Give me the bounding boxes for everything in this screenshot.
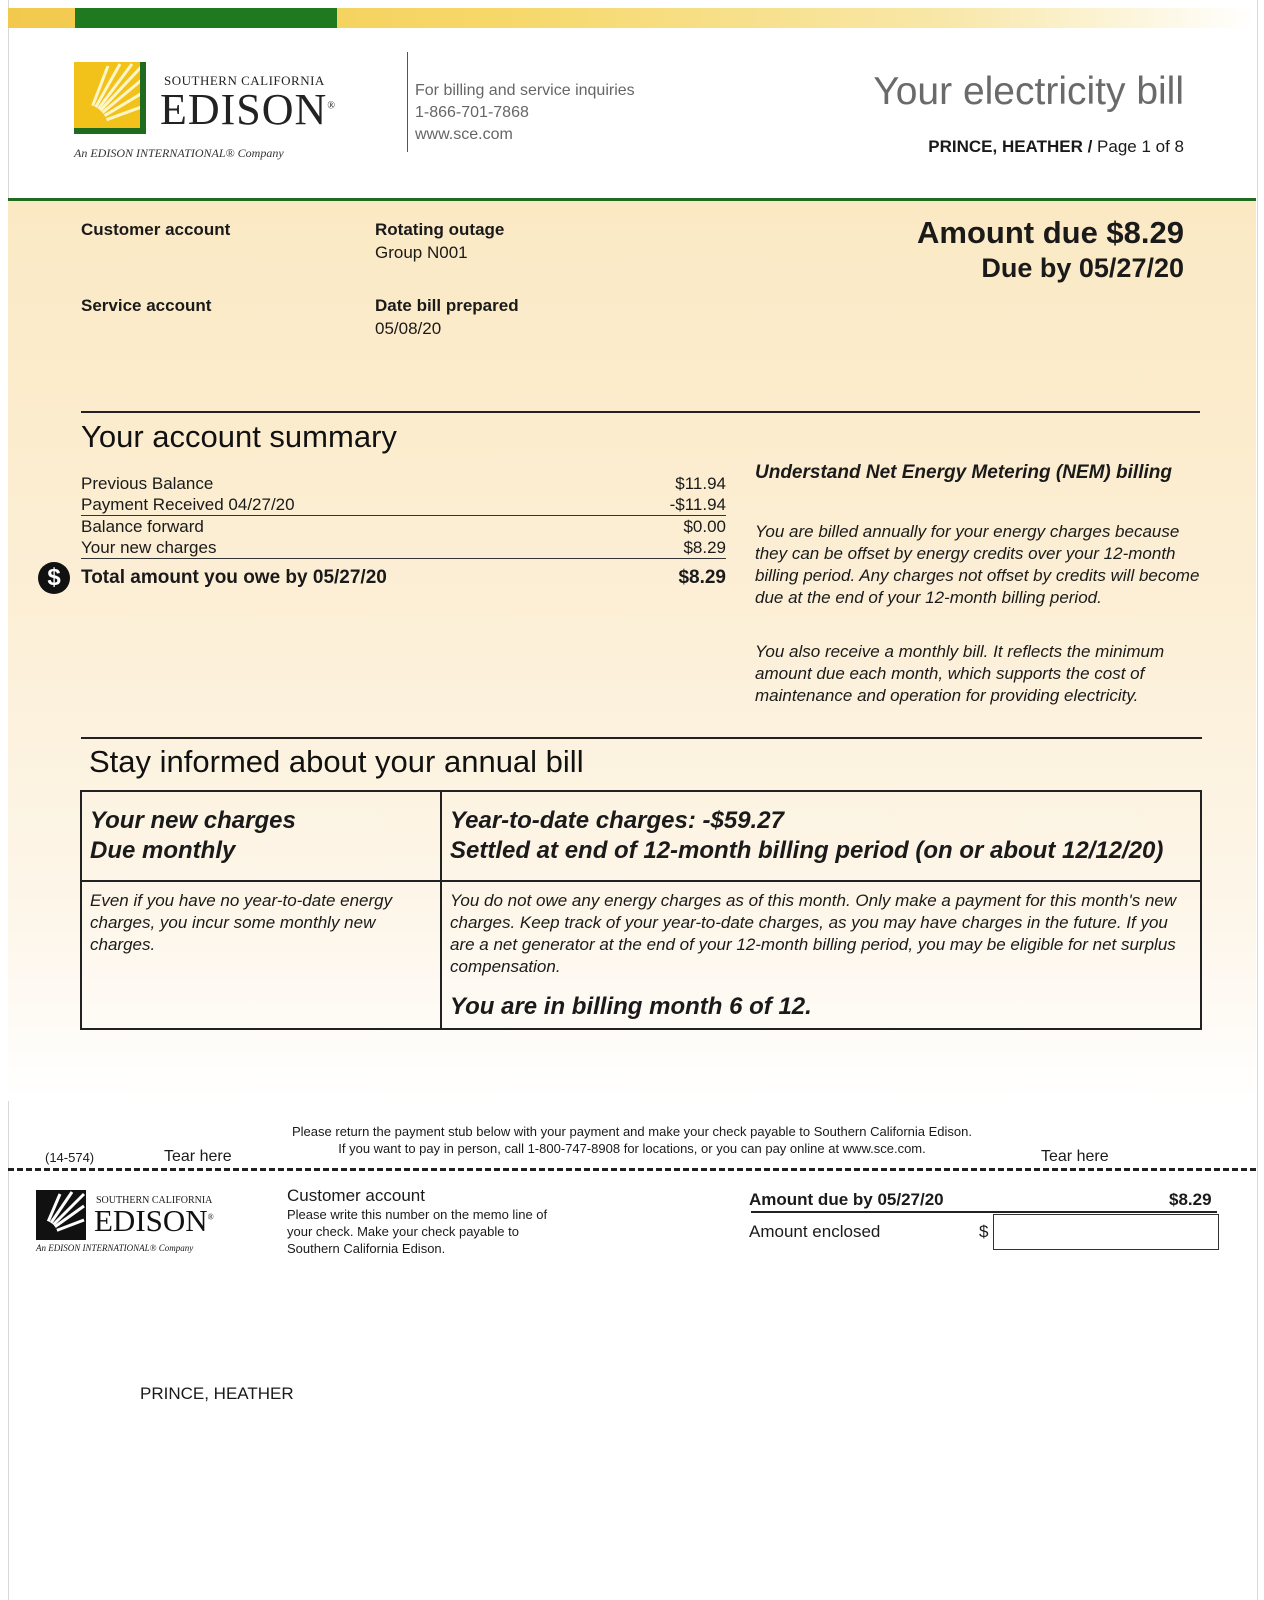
summary-row-new-charges: [81, 538, 726, 558]
annual-left-header-line2: Due monthly: [90, 837, 236, 864]
annual-right-body-text: You do not owe any energy charges as of this month. Only make a payment for this month's new charges. Keep track of your year-to-date charges, as you may have charges in the future. If you are a net generator at the end of your 12-month billing period, you may be eligible for net surplus compensation.: [450, 891, 1177, 976]
page-info: Page 1 of 8: [1097, 137, 1184, 156]
stub-instructions-2: If you want to pay in person, call 1-800-747-8908 for locations, or you can pay online at www.sce.com.: [338, 1141, 926, 1156]
stub-amount-rule: [751, 1211, 1217, 1213]
amount-enclosed-field[interactable]: [993, 1214, 1219, 1250]
tear-here-right: Tear here: [1041, 1148, 1109, 1165]
date-prepared-label: Date bill prepared: [375, 296, 519, 315]
annual-left-body: Even if you have no year-to-date energy charges, you incur some monthly new charges.: [81, 881, 441, 1029]
annual-bill-title: Stay informed about your annual bill: [89, 744, 584, 779]
annual-bill-table: [80, 790, 1202, 1030]
bill-title: Your electricity bill: [873, 70, 1184, 113]
stub-logo-southern-california: SOUTHERN CALIFORNIA: [96, 1195, 213, 1206]
summary-row-balance-forward: [81, 517, 726, 537]
logo-edison-wordmark: [160, 84, 336, 135]
customer-account-label: Customer account: [81, 220, 231, 239]
form-code: (14-574): [45, 1150, 95, 1165]
summary-row-label: Your new charges: [81, 538, 217, 557]
summary-row-label: Previous Balance: [81, 474, 214, 493]
page-separator: /: [1082, 137, 1098, 156]
inquiries-label: For billing and service inquiries: [415, 82, 635, 99]
stub-memo-note: Please write this number on the memo line of your check. Make your check payable to Southern California Edison.: [287, 1207, 548, 1256]
amount-enclosed-label: Amount enclosed: [749, 1222, 881, 1241]
stub-logo-subtitle: An EDISON INTERNATIONAL® Company: [36, 1243, 194, 1253]
summary-row-payment-received: [81, 495, 726, 515]
annual-left-header: [81, 791, 441, 881]
header-divider: [407, 52, 408, 152]
annual-left-header-line1: Your new charges: [90, 807, 296, 834]
summary-row-amount: $11.94: [675, 474, 726, 493]
registered-mark: ®: [327, 100, 336, 112]
annual-right-body: [441, 881, 1201, 1029]
annual-top-rule: [81, 737, 1202, 739]
inquiries-website[interactable]: www.sce.com: [415, 126, 513, 143]
summary-total-label: Total amount you owe by 05/27/20: [81, 567, 387, 588]
stub-amount-due-value: $8.29: [1169, 1190, 1212, 1209]
logo-subtitle: An EDISON INTERNATIONAL® Company: [74, 146, 284, 160]
account-summary-title: Your account summary: [81, 419, 397, 454]
tear-here-left: Tear here: [164, 1148, 232, 1165]
top-green-band: [75, 8, 337, 28]
nem-paragraph-1: You are billed annually for your energy charges because they can be offset by energy credits over your 12-month billing period. Any charges not offset by credits will become due at the end of your 12-month billing period.: [755, 522, 1200, 607]
summary-top-rule: [81, 411, 1200, 413]
stub-logo-edison-wordmark: [94, 1203, 214, 1239]
stub-logo-edison-text: EDISON: [94, 1203, 208, 1238]
stub-registered-mark: ®: [207, 1212, 214, 1222]
due-by-heading: Due by 05/27/20: [981, 253, 1184, 283]
date-prepared-value: 05/08/20: [375, 319, 442, 338]
customer-page-line: [928, 137, 1184, 157]
summary-total-row: [81, 567, 726, 589]
rotating-outage-label: Rotating outage: [375, 220, 505, 239]
summary-row-amount: $8.29: [683, 538, 726, 557]
nem-paragraph-2: You also receive a monthly bill. It reflects the minimum amount due each month, which supports the cost of maintenance and operation for providing electricity.: [755, 642, 1165, 705]
summary-row-amount: $0.00: [683, 517, 726, 536]
summary-underline: [81, 515, 726, 516]
customer-name: PRINCE, HEATHER: [928, 137, 1083, 156]
amount-enclosed-dollar-sign: $: [979, 1222, 989, 1241]
summary-total-amount: $8.29: [678, 567, 726, 588]
ytd-charges: Year-to-date charges: -$59.27: [450, 807, 784, 834]
billing-month-note: You are in billing month 6 of 12.: [450, 993, 812, 1020]
mailing-name: PRINCE, HEATHER: [140, 1384, 294, 1403]
settlement-note: Settled at end of 12-month billing period (on or about 12/12/20): [450, 837, 1164, 864]
dollar-circle-icon: $: [38, 562, 70, 594]
summary-row-amount: -$11.94: [669, 495, 726, 514]
stub-edison-logo-icon: [36, 1190, 86, 1240]
inquiries-phone[interactable]: 1-866-701-7868: [415, 104, 529, 121]
stub-amount-due-label: Amount due by 05/27/20: [749, 1190, 944, 1209]
stub-customer-account-label: Customer account: [287, 1186, 425, 1205]
logo-southern-california: SOUTHERN CALIFORNIA: [164, 73, 325, 88]
stub-instructions-1: Please return the payment stub below with your payment and make your check payable to Southern California Edison.: [292, 1124, 972, 1139]
summary-underline: [81, 558, 726, 559]
amount-due-heading: Amount due $8.29: [917, 215, 1184, 250]
annual-right-header: [441, 791, 1201, 881]
summary-row-previous-balance: [81, 474, 726, 494]
edison-sunburst-logo: [74, 62, 146, 134]
service-account-label: Service account: [81, 296, 212, 315]
logo-edison-text: EDISON: [160, 85, 328, 134]
summary-row-label: Balance forward: [81, 517, 204, 536]
rotating-outage-value: Group N001: [375, 243, 468, 262]
summary-row-label: Payment Received 04/27/20: [81, 495, 295, 514]
tear-line: [8, 1168, 1256, 1171]
nem-title: Understand Net Energy Metering (NEM) billing: [755, 462, 1172, 483]
